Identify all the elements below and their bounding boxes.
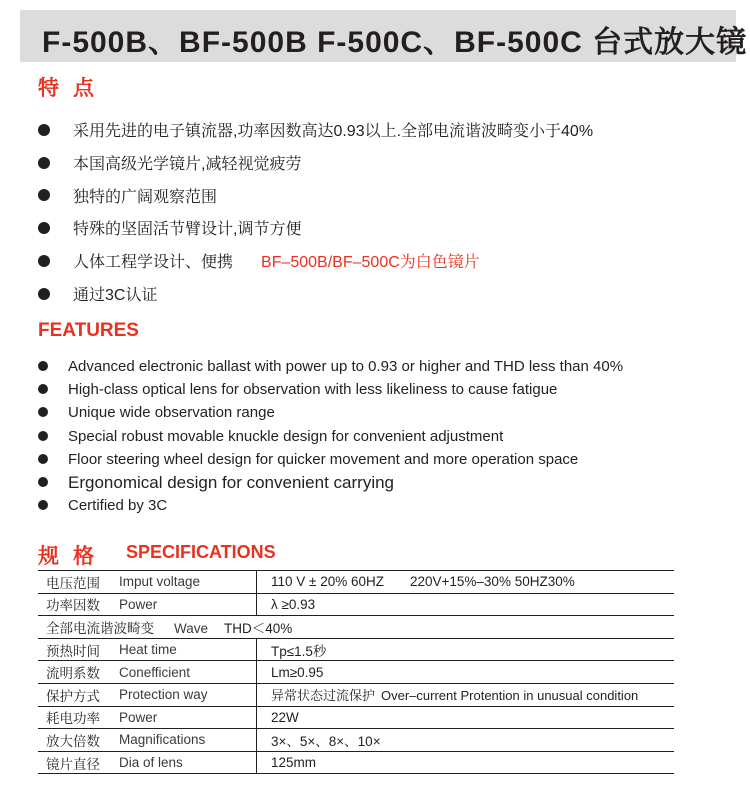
list-item [38, 401, 623, 424]
list-item [38, 116, 593, 149]
page-title: F-500B、BF-500B F-500C、BF-500C 台式放大镜 [42, 26, 748, 59]
feature-text: 本国高级光学镜片,减轻视觉疲劳 [73, 155, 302, 173]
feature-text: 特殊的坚固活节臂设计,调节方便 [73, 221, 302, 239]
spec-full-row [38, 616, 674, 639]
spec-value-text-2: Over–current Protention in unusual condition [381, 688, 639, 704]
table-row [38, 683, 674, 706]
spec-label-en: Magnifications [119, 729, 257, 752]
specs-table [38, 570, 674, 774]
table-row [38, 729, 674, 752]
bullet-icon [38, 124, 50, 136]
list-item [38, 448, 623, 471]
table-row [38, 751, 674, 774]
bullet-icon [38, 222, 50, 234]
feature-text: 采用先进的电子镇流器,功率因数高达0.93以上.全部电流谐波畸变小于40% [73, 123, 594, 140]
spec-value: λ ≥0.93 [257, 593, 675, 616]
spec-label-en: Imput voltage [119, 571, 257, 594]
spec-label-cn: 镜片直径 [38, 751, 119, 774]
feature-text: Special robust movable knuckle design for convenient adjustment [68, 427, 504, 445]
bullet-icon [38, 384, 48, 394]
bullet-icon [38, 288, 50, 300]
spec-label-en: Conefficient [119, 661, 257, 684]
bullet-icon [38, 255, 50, 267]
bullet-icon [38, 157, 50, 169]
bullet-icon [38, 477, 48, 487]
table-row [38, 593, 674, 616]
spec-value-text: 110 V ± 20% 60HZ [271, 574, 384, 590]
spec-label-cn: 流明系数 [38, 661, 119, 684]
features-cn-heading: 特点 [38, 77, 108, 100]
title-bar [20, 10, 748, 62]
feature-text: High-class optical lens for observation with less likeliness to cause fatigue [68, 381, 558, 399]
spec-value-text: 异常状态过流保护 [271, 688, 376, 704]
list-item [38, 494, 623, 517]
list-item [38, 149, 593, 182]
specs-en-heading: SPECIFICATIONS [126, 542, 276, 562]
features-en-list [38, 355, 623, 517]
spec-label-cn: 全部电流谐波畸变 [46, 620, 154, 636]
spec-label-cn: 功率因数 [38, 593, 119, 616]
features-en-heading: FEATURES [38, 320, 139, 341]
feature-text: 独特的广阔观察范围 [73, 188, 218, 206]
list-item [38, 214, 593, 247]
spec-label-en: Protection way [119, 683, 257, 706]
list-item [38, 355, 623, 378]
table-row [38, 706, 674, 729]
spec-value: 3×、5×、8×、10× [257, 729, 675, 752]
spec-label-cn: 预热时间 [38, 638, 119, 661]
spec-label-en: Wave [174, 620, 209, 636]
feature-note: BF–500B/BF–500C为白色镜片 [261, 254, 480, 272]
list-item [38, 182, 593, 215]
spec-value: Tp≤1.5秒 [257, 638, 675, 661]
spec-value: 22W [257, 706, 675, 729]
spec-label-en: Power [119, 593, 257, 616]
bullet-icon [38, 431, 48, 441]
feature-text: Advanced electronic ballast with power up to 0.93 or higher and THD less than 40% [68, 358, 624, 375]
spec-label-en: Heat time [119, 638, 257, 661]
spec-label-cn: 电压范围 [38, 571, 119, 594]
list-item [38, 471, 623, 494]
spec-value-text-2: 220V+15%–30% 50HZ30% [409, 574, 575, 590]
feature-text: Ergonomical design for convenient carrying [68, 472, 395, 492]
feature-text: 人体工程学设计、便携 [73, 254, 234, 272]
spec-label-cn: 耗电功率 [38, 706, 119, 729]
spec-value [257, 683, 675, 706]
features-cn-list [38, 116, 593, 313]
table-row [38, 638, 674, 661]
table-row [38, 571, 674, 594]
specs-cn-heading: 规格 [38, 545, 108, 568]
spec-label-en: Power [119, 706, 257, 729]
spec-value: Lm≥0.95 [257, 661, 675, 684]
spec-label-cn: 放大倍数 [38, 729, 119, 752]
bullet-icon [38, 454, 48, 464]
bullet-icon [38, 361, 48, 371]
spec-label-cn: 保护方式 [38, 683, 119, 706]
feature-text: 通过3C认证 [73, 286, 158, 304]
bullet-icon [38, 189, 50, 201]
feature-text: Certified by 3C [68, 497, 168, 515]
bullet-icon [38, 500, 48, 510]
table-row [38, 661, 674, 684]
feature-text: Floor steering wheel design for quicker movement and more operation space [68, 450, 579, 468]
spec-label-en: Dia of lens [119, 751, 257, 774]
spec-value: THD＜40% [224, 620, 293, 636]
bullet-icon [38, 407, 48, 417]
list-item [38, 425, 623, 448]
table-row [38, 616, 674, 639]
feature-text: Unique wide observation range [68, 404, 275, 422]
list-item [38, 280, 593, 313]
list-item [38, 247, 593, 280]
list-item [38, 378, 623, 401]
spec-value: 125mm [257, 751, 675, 774]
spec-value [257, 571, 675, 594]
